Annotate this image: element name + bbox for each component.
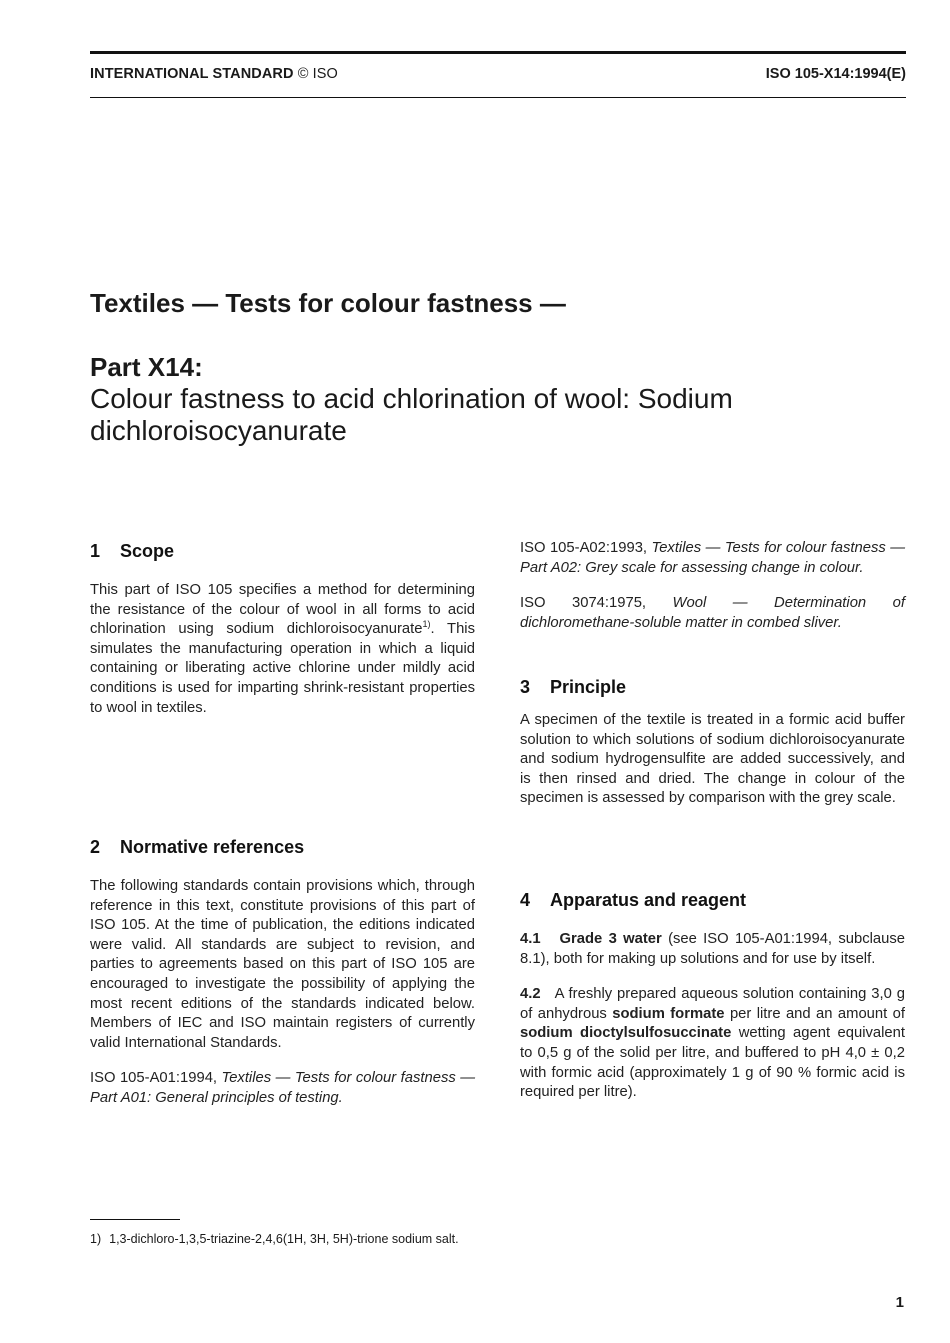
header-standard-label: INTERNATIONAL STANDARD © ISO [90,66,338,82]
footnote-marker: 1) [422,619,431,630]
section-normative-references [90,835,475,1109]
references-continued [520,539,905,633]
section-apparatus [520,888,905,1103]
normative-heading: 2 Normative references [90,837,305,857]
reference-item: ISO 105-A02:1993, Textiles — Tests for colour fastness — Part A02: Grey scale for assessing change in colour. [520,540,905,576]
principle-heading: 3 Principle [520,677,627,697]
footnote-rule [90,1219,180,1220]
header-document-id: ISO 105-X14:1994(E) [765,66,906,82]
footnote: 1) 1,3-dichloro-1,3,5-triazine-2,4,6(1H, 3H, 5H)-trione sodium salt. [90,1232,459,1246]
document-title: Textiles — Tests for colour fastness — [90,288,566,318]
section-scope [90,539,475,718]
header-bottom-rule [90,97,906,98]
reference-item: ISO 105-A01:1994, Textiles — Tests for colour fastness — Part A01: General principles of testing. [90,1070,475,1106]
clause-4-1: 4.1 Grade 3 water (see ISO 105-A01:1994, subclause 8.1), both for making up solutions and for use by itself. [520,931,905,967]
normative-paragraph: The following standards contain provisions which, through reference in this text, constitute provisions of this part of ISO 105. At the time of publication, the editions indicated were valid. All standards are subject to revision, and parties to agreements based on this part of ISO 105 are encouraged to investigate the possibility of applying the most recent editions of the standards indicated below. Members of IEC and ISO maintain registers of currently valid International Standards. [90,878,475,1051]
scope-heading: 1 Scope [90,541,175,561]
part-label: Part X14: [90,352,203,382]
section-principle [520,675,905,809]
principle-paragraph: A specimen of the textile is treated in a formic acid buffer solution to which solutions of sodium dichloroisocyanurate and sodium hydrogensulfite are added successively, and is then rinsed and dried. The change in colour of the specimen is assessed by comparison with the grey scale. [520,712,905,807]
reference-item: ISO 3074:1975, Wool — Determination of dichloromethane-soluble matter in combed sliver. [520,595,905,631]
part-subtitle: Colour fastness to acid chlorination of wool: Sodium dichloroisocyanurate [90,383,733,446]
clause-4-2: 4.2 A freshly prepared aqueous solution containing 3,0 g of anhydrous sodium formate per litre and an amount of sodium dioctylsulfosuccinate wetting agent equivalent to 0,5 g of the solid per litre, and buffered to pH 4,0 ± 0,2 with formic acid (approximately 1 g of 90 % formic acid is required per litre). [520,986,905,1101]
header-top-rule [90,51,906,54]
apparatus-heading: 4 Apparatus and reagent [520,890,747,910]
page-number: 1 [895,1294,904,1311]
scope-paragraph: This part of ISO 105 specifies a method for determining the resistance of the colour of wool in all forms to acid chlorination using sodium dichloroisocyanurate$^{1)}$. This simulates the manufacturing operation in which a liquid containing or liberating active chlorine under mildly acid conditions is used for imparting shrink-resistant properties to wool in textiles. [90,582,475,716]
